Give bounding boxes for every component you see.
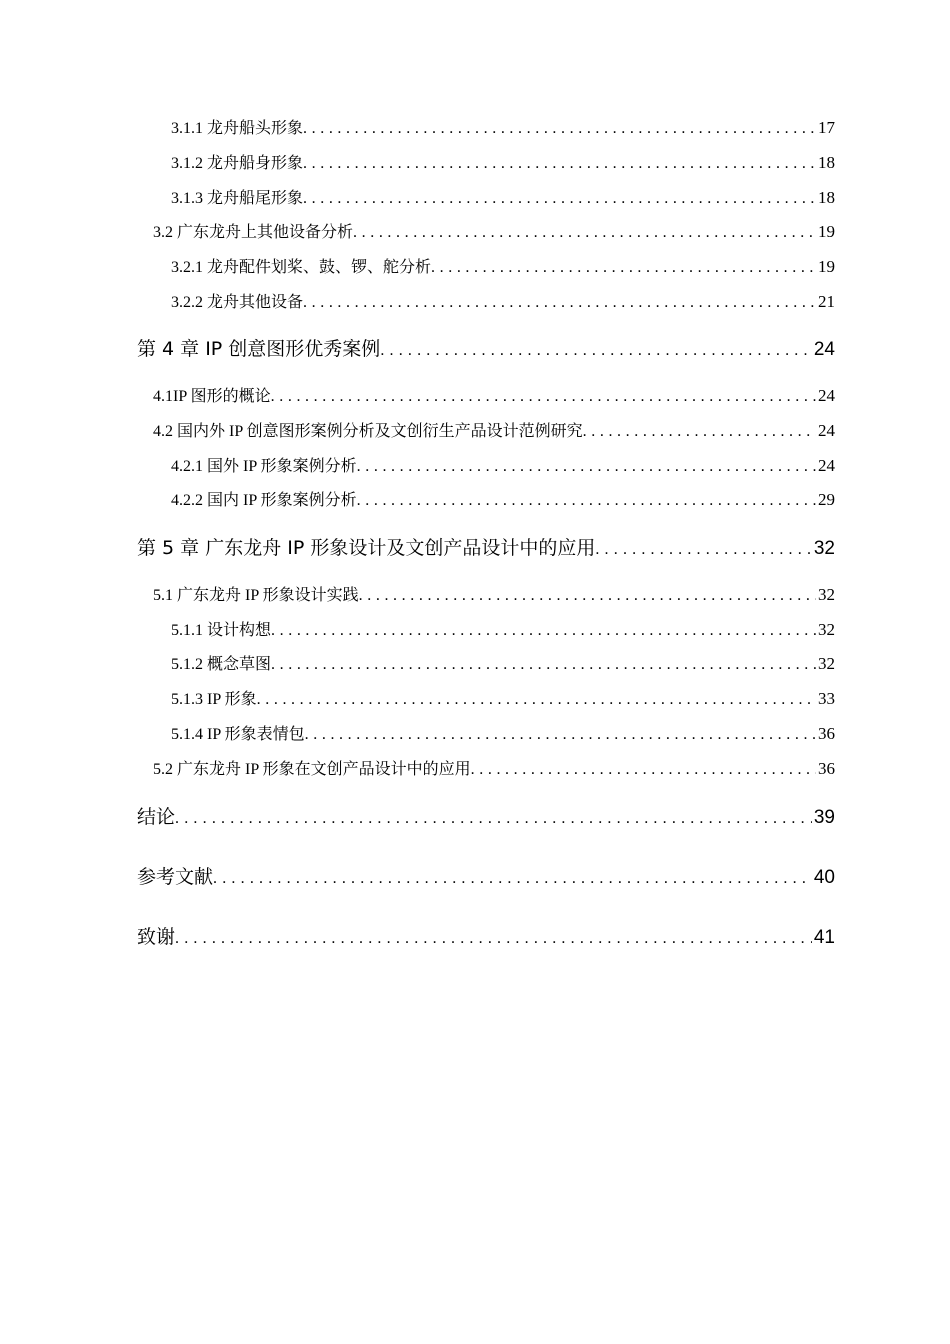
toc-entry-label: 5.2 广东龙舟 IP 形象在文创产品设计中的应用 — [153, 761, 471, 778]
dot-leader — [175, 930, 812, 948]
toc-entry-3-1-3[interactable] — [171, 185, 835, 208]
toc-entry-label: 3.2.2 龙舟其他设备 — [171, 294, 304, 311]
toc-entry-3-2-1[interactable] — [171, 254, 835, 277]
toc-entry-label: 5.1.4 IP 形象表情包 — [171, 726, 305, 743]
toc-entry-label: 3.2.1 龙舟配件划桨、鼓、锣、舵分析 — [171, 259, 432, 276]
toc-entry-acknowledgements[interactable] — [137, 922, 835, 949]
dot-leader — [175, 810, 812, 828]
dot-leader — [583, 423, 816, 441]
toc-entry-label: 5.1.3 IP 形象 — [171, 691, 257, 708]
toc-entry-label: 3.1.3 龙舟船尾形象 — [171, 190, 304, 207]
toc-entry-label: 5.1.2 概念草图 — [171, 656, 272, 673]
dot-leader — [303, 155, 816, 173]
toc-entry-5-2[interactable] — [153, 756, 835, 779]
toc-entry-page: 29 — [818, 490, 835, 509]
toc-entry-page: 18 — [818, 188, 835, 207]
dot-leader — [357, 492, 816, 510]
dot-leader — [380, 342, 812, 360]
toc-entry-page: 33 — [818, 689, 835, 708]
toc-entry-5-1-4[interactable] — [171, 721, 835, 744]
toc-entry-label: 参考文献 — [137, 866, 214, 888]
toc-entry-3-1-2[interactable] — [171, 150, 835, 173]
toc-entry-page: 19 — [818, 222, 835, 241]
toc-entry-label: 致谢 — [137, 926, 176, 948]
toc-entry-label: 第 5 章 广东龙舟 IP 形象设计及文创产品设计中的应用 — [137, 537, 596, 559]
toc-entry-3-2[interactable] — [153, 219, 835, 242]
toc-entry-label: 第 4 章 IP 创意图形优秀案例 — [137, 338, 381, 360]
toc-entry-page: 32 — [818, 654, 835, 673]
toc-entry-5-1[interactable] — [153, 582, 835, 605]
toc-entry-3-2-2[interactable] — [171, 289, 835, 312]
toc-entry-page: 36 — [818, 724, 835, 743]
toc-entry-label: 4.2 国内外 IP 创意图形案例分析及文创衍生产品设计范例研究 — [153, 423, 583, 440]
toc-entry-page: 24 — [818, 456, 835, 475]
toc-entry-page: 18 — [818, 153, 835, 172]
toc-entry-page: 24 — [813, 339, 835, 360]
toc-entry-page: 17 — [818, 118, 835, 137]
toc-entry-label: 3.1.2 龙舟船身形象 — [171, 155, 304, 172]
dot-leader — [431, 259, 816, 277]
toc-entry-label: 4.1IP 图形的概论 — [153, 388, 271, 405]
dot-leader — [271, 388, 816, 406]
toc-entry-4-2-2[interactable] — [171, 487, 835, 510]
toc-entry-page: 32 — [813, 538, 835, 559]
toc-entry-page: 32 — [818, 585, 835, 604]
toc-entry-5-1-3[interactable] — [171, 686, 835, 709]
toc-entry-page: 36 — [818, 759, 835, 778]
toc-entry-5-1-2[interactable] — [171, 651, 835, 674]
toc-entry-chapter-5[interactable] — [137, 533, 835, 560]
toc-entry-page: 24 — [818, 421, 835, 440]
toc-entry-4-2[interactable] — [153, 418, 835, 441]
toc-entry-conclusion[interactable] — [137, 802, 835, 829]
toc-entry-page: 41 — [813, 927, 835, 948]
dot-leader — [595, 541, 812, 559]
toc-entry-4-2-1[interactable] — [171, 453, 835, 476]
toc-entry-page: 32 — [818, 620, 835, 639]
dot-leader — [357, 458, 816, 476]
toc-entry-4-1[interactable] — [153, 383, 835, 406]
dot-leader — [257, 691, 816, 709]
dot-leader — [213, 870, 812, 888]
dot-leader — [271, 622, 816, 640]
toc-entry-label: 5.1 广东龙舟 IP 形象设计实践 — [153, 587, 359, 604]
toc-entry-label: 4.2.2 国内 IP 形象案例分析 — [171, 492, 357, 509]
toc-entry-chapter-4[interactable] — [137, 334, 835, 361]
dot-leader — [305, 726, 816, 744]
toc-entry-page: 21 — [818, 292, 835, 311]
dot-leader — [303, 294, 816, 312]
dot-leader — [271, 656, 816, 674]
toc-entry-page: 24 — [818, 386, 835, 405]
toc-entry-page: 19 — [818, 257, 835, 276]
toc-entry-label: 5.1.1 设计构想 — [171, 622, 272, 639]
dot-leader — [303, 120, 816, 138]
toc-entry-label: 3.2 广东龙舟上其他设备分析 — [153, 224, 354, 241]
dot-leader — [353, 224, 816, 242]
dot-leader — [303, 190, 816, 208]
toc-entry-label: 3.1.1 龙舟船头形象 — [171, 120, 304, 137]
toc-entry-page: 39 — [813, 807, 835, 828]
toc-entry-5-1-1[interactable] — [171, 617, 835, 640]
toc-entry-label: 结论 — [137, 806, 176, 828]
toc-entry-label: 4.2.1 国外 IP 形象案例分析 — [171, 458, 357, 475]
toc-entry-page: 40 — [813, 867, 835, 888]
toc-entry-3-1-1[interactable] — [171, 115, 835, 138]
toc-entry-references[interactable] — [137, 862, 835, 889]
dot-leader — [359, 587, 816, 605]
dot-leader — [471, 761, 816, 779]
